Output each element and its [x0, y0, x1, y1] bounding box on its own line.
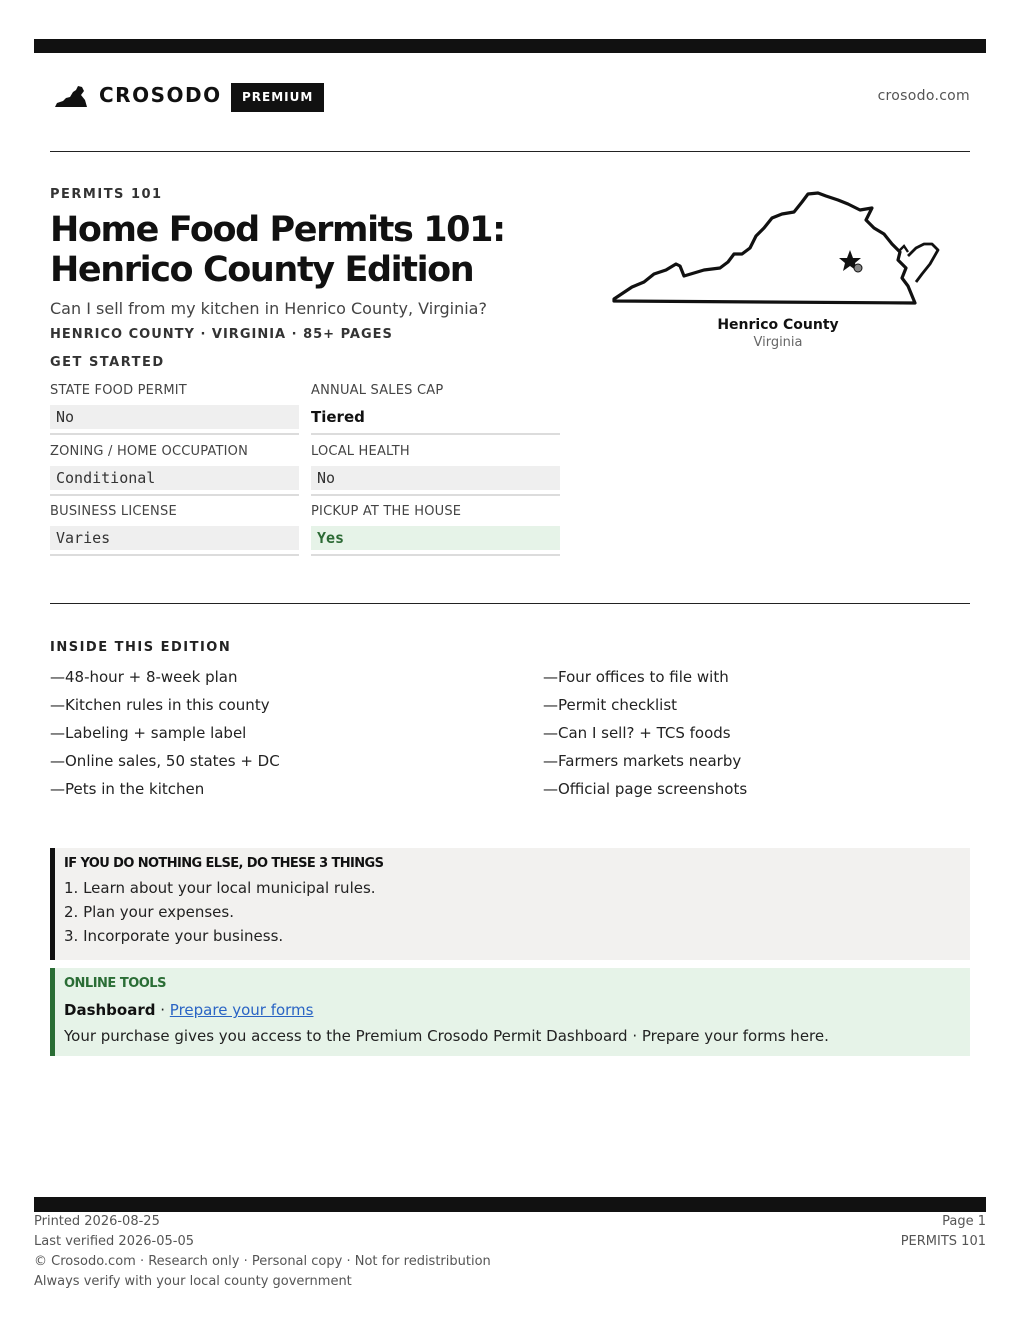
field-underline [311, 433, 560, 435]
toc-item: —Labeling + sample label [50, 724, 247, 742]
prepare-forms-link[interactable]: Prepare your forms [169, 1001, 314, 1019]
site-url[interactable]: crosodo.com [877, 88, 970, 104]
toc-item: —Permit checklist [543, 696, 678, 714]
online-tools-title: ONLINE TOOLS [64, 976, 166, 991]
field-business-license [50, 504, 299, 556]
callout-title: IF YOU DO NOTHING ELSE, DO THESE 3 THINGS [64, 856, 384, 871]
field-value: No [50, 405, 299, 429]
field-label: BUSINESS LICENSE [50, 504, 177, 519]
verified-date: Last verified 2026-05-05 [34, 1234, 194, 1249]
virginia-map [610, 188, 946, 310]
toc-item: —Official page screenshots [543, 780, 748, 798]
copyright-notice: © Crosodo.com · Research only · Personal copy · Not for redistribution [34, 1254, 491, 1269]
field-local-health [311, 444, 560, 496]
toc-item: —Four offices to file with [543, 668, 729, 686]
edition-meta: HENRICO COUNTY · VIRGINIA · 85+ PAGES [50, 327, 393, 342]
get-started-heading: GET STARTED [50, 355, 165, 370]
field-label: PICKUP AT THE HOUSE [311, 504, 462, 519]
link-separator: · [155, 1001, 170, 1019]
field-value: Yes [311, 526, 560, 550]
page-title: Home Food Permits 101: Henrico County Edition [50, 210, 505, 290]
header [50, 80, 970, 114]
field-value: Tiered [311, 408, 365, 426]
field-underline [50, 433, 299, 435]
virginia-logo-icon [54, 86, 88, 108]
callout-item: 2. Plan your expenses. [64, 903, 234, 921]
page-subtitle: Can I sell from my kitchen in Henrico County, Virginia? [50, 299, 487, 318]
toc-item: —Farmers markets nearby [543, 752, 742, 770]
dashboard-label: Dashboard [64, 1001, 156, 1019]
verify-note: Always verify with your local county government [34, 1274, 352, 1289]
toc-item: —48-hour + 8-week plan [50, 668, 238, 686]
callout-item: 3. Incorporate your business. [64, 927, 284, 945]
map-caption [658, 317, 898, 350]
field-zoning-home-occupation [50, 444, 299, 496]
printed-date: Printed 2026-08-25 [34, 1214, 160, 1229]
field-value: Conditional [50, 466, 299, 490]
field-label: ANNUAL SALES CAP [311, 383, 444, 398]
tools-links-line [64, 998, 970, 1024]
field-underline [50, 554, 299, 556]
toc-item: —Kitchen rules in this county [50, 696, 270, 714]
inside-edition-heading: INSIDE THIS EDITION [50, 640, 232, 655]
toc-item: —Online sales, 50 states + DC [50, 752, 280, 770]
map-county-label: Henrico County [717, 317, 839, 333]
brand-name: CROSODO [99, 83, 222, 107]
toc-item: —Pets in the kitchen [50, 780, 205, 798]
bottom-rule-bar [34, 1197, 986, 1212]
section-divider [50, 603, 970, 604]
field-label: LOCAL HEALTH [311, 444, 410, 459]
map-state-label: Virginia [753, 335, 803, 350]
field-pickup-at-house [311, 504, 560, 556]
footer-left [34, 1213, 491, 1293]
toc-column-left [50, 666, 280, 806]
tools-description: Your purchase gives you access to the Premium Crosodo Permit Dashboard · Prepare your forms here. [64, 1027, 829, 1045]
premium-badge: PREMIUM [231, 83, 324, 112]
callout-item: 1. Learn about your local municipal rules. [64, 879, 376, 897]
field-label: ZONING / HOME OCCUPATION [50, 444, 249, 459]
footer-right [901, 1213, 986, 1253]
field-underline [50, 494, 299, 496]
field-value: No [311, 466, 560, 490]
field-label: STATE FOOD PERMIT [50, 383, 187, 398]
field-value: Varies [50, 526, 299, 550]
toc-column-right [543, 666, 747, 806]
toc-item: —Can I sell? + TCS foods [543, 724, 731, 742]
field-state-food-permit [50, 383, 299, 435]
field-underline [311, 554, 560, 556]
footer-section-label: PERMITS 101 [900, 1234, 986, 1249]
field-annual-sales-cap [311, 383, 560, 435]
field-underline [311, 494, 560, 496]
three-things-callout [50, 848, 970, 960]
top-rule-bar [34, 39, 986, 53]
page-number: Page 1 [942, 1214, 986, 1229]
online-tools-panel [50, 968, 970, 1056]
header-divider [50, 151, 970, 152]
eyebrow-label: PERMITS 101 [50, 187, 163, 202]
